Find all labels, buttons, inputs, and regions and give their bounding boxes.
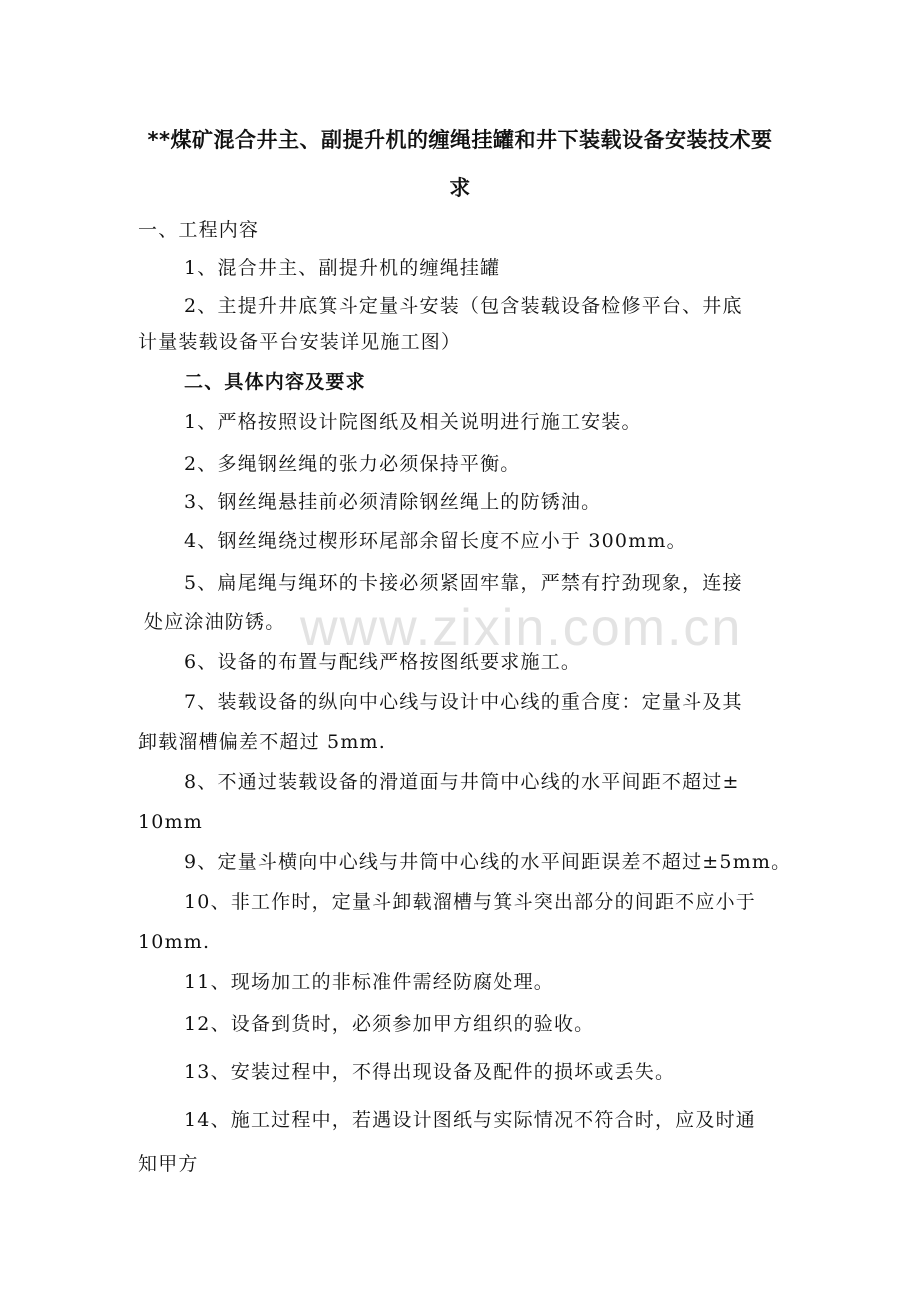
section1-item-2-line1: 2、主提升井底箕斗定量斗安装（包含装载设备检修平台、井底: [184, 295, 743, 317]
requirement-item-5-line2: 处应涂油防锈。: [144, 611, 286, 633]
section2-heading: 二、具体内容及要求: [184, 371, 366, 393]
requirement-item-1: 1、严格按照设计院图纸及相关说明进行施工安装。: [184, 411, 642, 433]
requirement-item-8-line1: 8、不通过装载设备的滑道面与井筒中心线的水平间距不超过±: [184, 771, 740, 793]
requirement-item-7-line1: 7、装载设备的纵向中心线与设计中心线的重合度：定量斗及其: [184, 691, 743, 713]
requirement-item-6: 6、设备的布置与配线严格按图纸要求施工。: [184, 651, 582, 673]
requirement-item-10-line2: 10mm.: [138, 931, 211, 953]
section1-heading: 一、工程内容: [138, 219, 260, 241]
requirement-item-12: 12、设备到货时，必须参加甲方组织的验收。: [184, 1013, 595, 1035]
requirement-item-11: 11、现场加工的非标准件需经防腐处理。: [184, 971, 554, 993]
requirement-item-8-line2: 10mm: [138, 811, 204, 833]
document-title-line2: 求: [449, 176, 471, 200]
requirement-item-14-line1: 14、施工过程中，若遇设计图纸与实际情况不符合时，应及时通: [184, 1109, 756, 1131]
requirement-item-4: 4、钢丝绳绕过楔形环尾部余留长度不应小于 300mm。: [184, 530, 687, 552]
document-title-line1: **煤矿混合井主、副提升机的缠绳挂罐和井下装载设备安装技术要: [147, 128, 773, 152]
requirement-item-3: 3、钢丝绳悬挂前必须清除钢丝绳上的防锈油。: [184, 491, 602, 513]
section1-item-1: 1、混合井主、副提升机的缠绳挂罐: [184, 257, 501, 279]
requirement-item-7-line2: 卸载溜槽偏差不超过 5mm.: [138, 731, 387, 753]
requirement-item-5-line1: 5、扁尾绳与绳环的卡接必须紧固牢靠，严禁有拧劲现象，连接: [184, 572, 743, 594]
watermark-text: www.zixin.com.cn: [300, 599, 743, 657]
section1-item-2-line2: 计量装载设备平台安装详见施工图）: [138, 331, 462, 353]
requirement-item-9: 9、定量斗横向中心线与井筒中心线的水平间距误差不超过±5mm。: [184, 851, 792, 873]
requirement-item-2: 2、多绳钢丝绳的张力必须保持平衡。: [184, 453, 521, 475]
requirement-item-10-line1: 10、非工作时，定量斗卸载溜槽与箕斗突出部分的间距不应小于: [184, 891, 756, 913]
requirement-item-13: 13、安装过程中，不得出现设备及配件的损坏或丢失。: [184, 1061, 676, 1083]
requirement-item-14-line2: 知甲方: [138, 1153, 199, 1175]
